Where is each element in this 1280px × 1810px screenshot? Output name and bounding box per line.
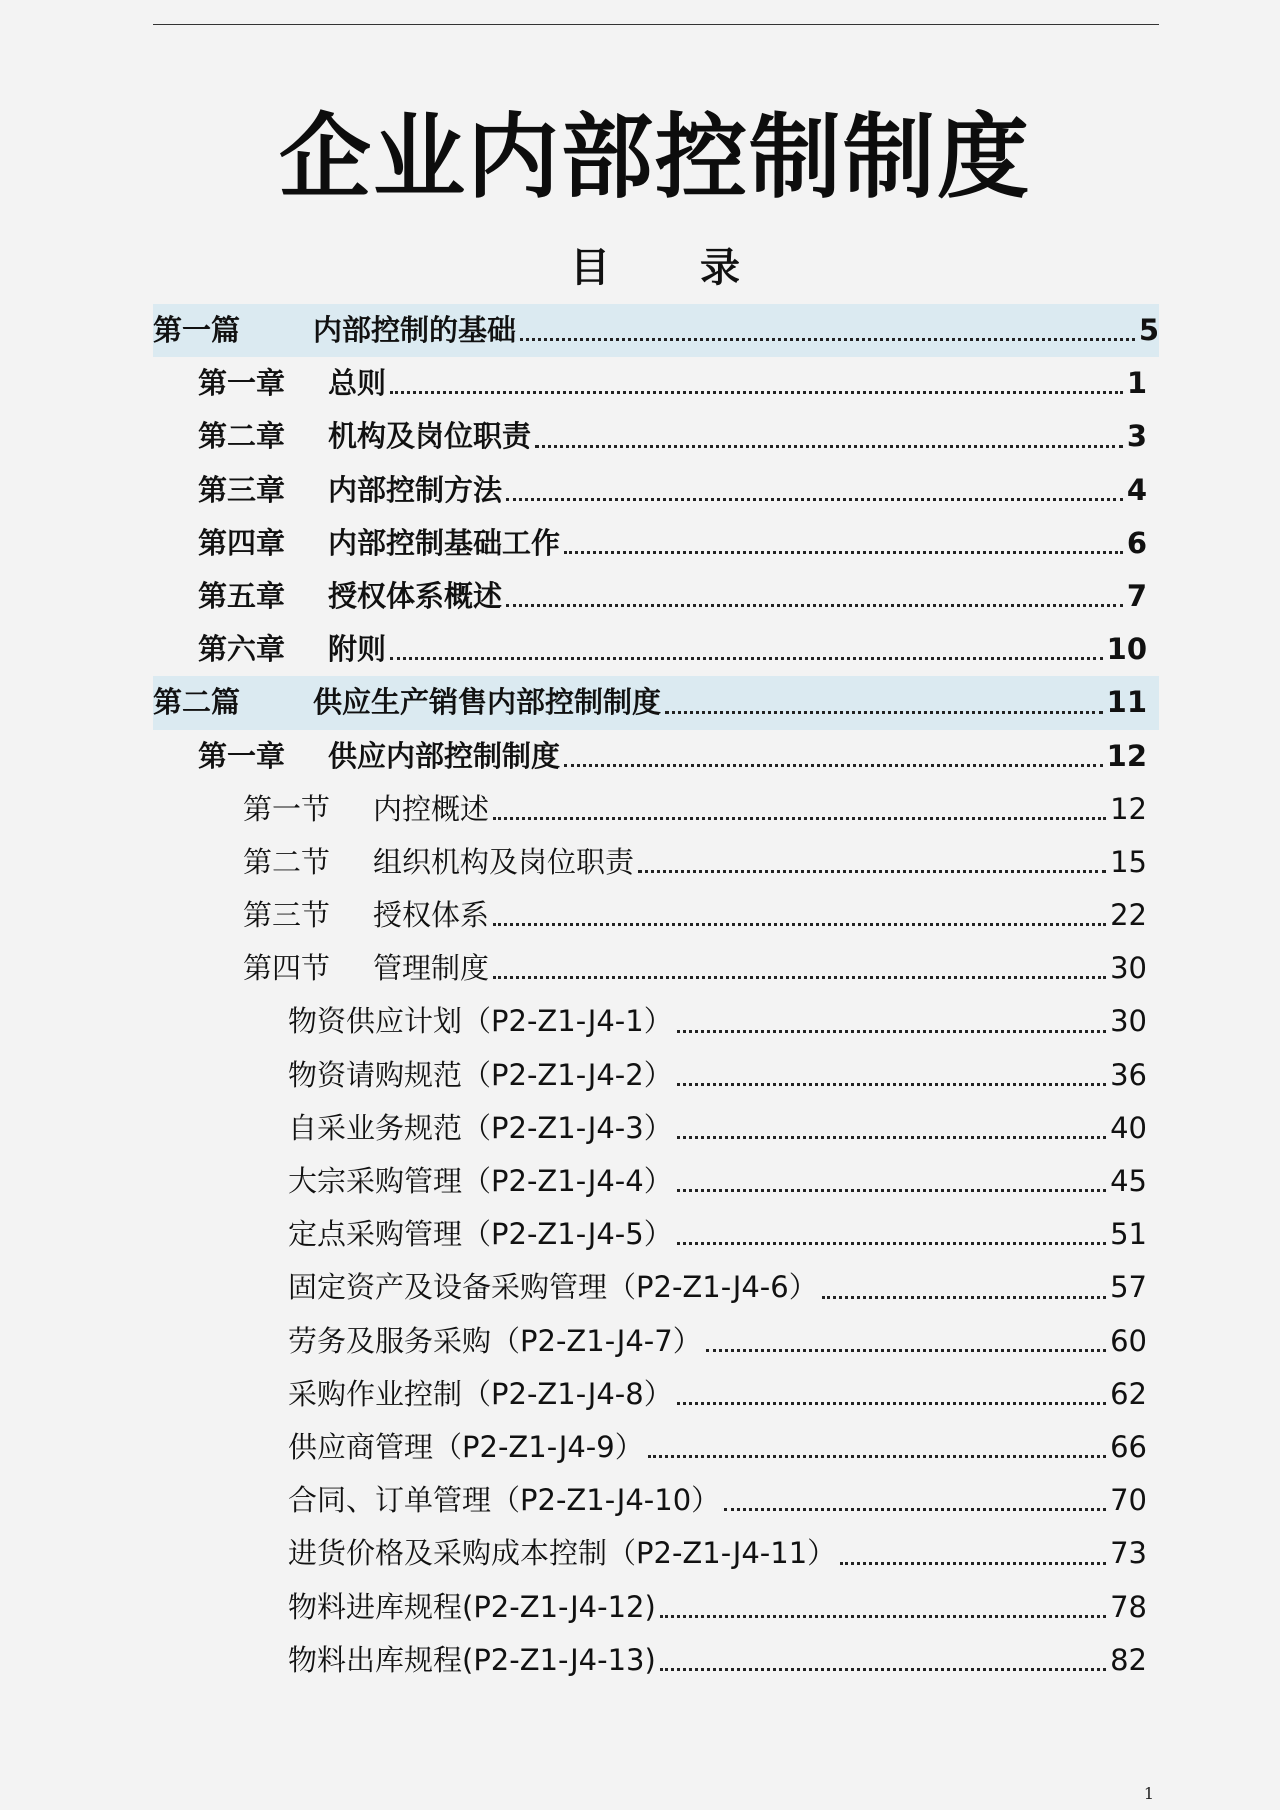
toc-entry-subitem[interactable] [153, 1049, 1159, 1102]
toc-entry-number: 第五章 [198, 578, 286, 613]
toc-entry-subitem[interactable] [153, 1581, 1159, 1634]
toc-entry-page: 1 [1126, 366, 1147, 401]
toc-entry-page: 3 [1126, 419, 1147, 454]
toc-entry-section[interactable] [153, 783, 1159, 836]
toc-entry-page: 57 [1110, 1270, 1147, 1305]
toc-entry-section[interactable] [153, 889, 1159, 942]
document-title: 企业内部控制制度 [278, 104, 1031, 211]
toc-entry-title: 组织机构及岗位职责 [373, 844, 635, 879]
toc-entry-subitem[interactable] [153, 1474, 1159, 1527]
toc-entry-part[interactable] [153, 304, 1159, 357]
toc-entry-subitem[interactable] [153, 1155, 1159, 1208]
toc-entry-title: 机构及岗位职责 [328, 419, 532, 454]
toc-entry-page: 12 [1106, 738, 1147, 773]
toc-leader-dots [840, 1562, 1106, 1565]
toc-entry-subitem[interactable] [153, 1634, 1159, 1687]
toc-entry-chapter[interactable] [153, 357, 1159, 410]
toc-leader-dots [390, 391, 1123, 394]
toc-entry-title: 内部控制的基础 [313, 313, 517, 347]
toc-leader-dots [520, 338, 1135, 341]
toc-entry-page: 15 [1110, 844, 1147, 879]
toc-leader-dots [638, 870, 1106, 873]
toc-leader-dots [390, 657, 1103, 660]
toc-entry-page: 10 [1106, 632, 1147, 667]
toc-leader-dots [677, 1083, 1106, 1086]
toc-entry-subitem[interactable] [153, 1527, 1159, 1580]
toc-entry-number: 第二章 [198, 419, 286, 454]
toc-entry-section[interactable] [153, 836, 1159, 889]
toc-entry-page: 30 [1110, 1004, 1147, 1039]
toc-entry-section[interactable] [153, 942, 1159, 995]
toc-entry-page: 4 [1126, 472, 1147, 507]
toc-entry-title: 内部控制方法 [328, 472, 503, 507]
toc-entry-title: 自采业务规范（P2-Z1-J4-3） [288, 1110, 673, 1145]
toc-entry-chapter[interactable] [153, 517, 1159, 570]
toc-entry-page: 82 [1110, 1642, 1147, 1677]
toc-entry-chapter[interactable] [153, 730, 1159, 783]
toc-entry-number: 第二节 [243, 844, 331, 879]
toc-entry-chapter[interactable] [153, 464, 1159, 517]
toc-leader-dots [660, 1615, 1106, 1618]
toc-leader-dots [822, 1296, 1106, 1299]
toc-entry-title: 附则 [328, 632, 387, 667]
toc-entry-subitem[interactable] [153, 1421, 1159, 1474]
toc-leader-dots [648, 1455, 1106, 1458]
toc-leader-dots [564, 764, 1103, 767]
toc-entry-number: 第三章 [198, 472, 286, 507]
toc-entry-page: 5 [1138, 313, 1159, 347]
toc-entry-title: 管理制度 [373, 951, 490, 986]
toc-leader-dots [493, 923, 1106, 926]
toc-entry-title: 物料进库规程(P2-Z1-J4-12) [288, 1589, 656, 1624]
toc-leader-dots [660, 1668, 1106, 1671]
toc-entry-title: 固定资产及设备采购管理（P2-Z1-J4-6） [288, 1270, 818, 1305]
toc-leader-dots [677, 1189, 1106, 1192]
toc-entry-title: 物资请购规范（P2-Z1-J4-2） [288, 1057, 673, 1092]
toc-entry-page: 45 [1110, 1164, 1147, 1198]
toc-entry-title: 供应内部控制制度 [328, 738, 561, 773]
toc-entry-title: 合同、订单管理（P2-Z1-J4-10） [288, 1483, 721, 1518]
toc-entry-title: 采购作业控制（P2-Z1-J4-8） [288, 1376, 673, 1411]
toc-entry-chapter[interactable] [153, 623, 1159, 676]
toc-leader-dots [724, 1508, 1106, 1511]
toc-heading-char-1: 目 [570, 245, 610, 291]
toc-entry-number: 第二篇 [153, 685, 241, 720]
toc-entry-subitem[interactable] [153, 995, 1159, 1048]
toc-entry-number: 第一章 [198, 366, 286, 401]
page-number: 1 [1143, 1784, 1154, 1803]
toc-entry-title: 物料出库规程(P2-Z1-J4-13) [288, 1642, 656, 1677]
toc-entry-number: 第一章 [198, 738, 286, 773]
toc-leader-dots [677, 1030, 1106, 1033]
toc-entry-number: 第一篇 [153, 313, 241, 347]
toc-heading [0, 245, 1280, 291]
toc-leader-dots [706, 1349, 1106, 1352]
toc-entry-title: 总则 [328, 366, 387, 401]
toc-heading-char-2: 录 [700, 245, 740, 291]
toc-entry-number: 第四章 [198, 525, 286, 560]
toc-entry-number: 第六章 [198, 632, 286, 667]
toc-entry-number: 第一节 [243, 791, 331, 826]
toc-entry-page: 60 [1110, 1323, 1147, 1358]
toc-entry-subitem[interactable] [153, 1208, 1159, 1261]
toc-entry-title: 供应商管理（P2-Z1-J4-9） [288, 1429, 644, 1464]
toc-entry-subitem[interactable] [153, 1315, 1159, 1368]
table-of-contents [153, 304, 1159, 1687]
toc-entry-title: 供应生产销售内部控制制度 [313, 685, 662, 720]
toc-entry-page: 11 [1106, 685, 1147, 720]
toc-leader-dots [665, 711, 1103, 714]
toc-entry-subitem[interactable] [153, 1102, 1159, 1155]
toc-entry-page: 62 [1110, 1376, 1147, 1411]
toc-entry-page: 51 [1110, 1217, 1147, 1252]
toc-entry-page: 70 [1110, 1483, 1147, 1518]
toc-leader-dots [677, 1242, 1106, 1245]
toc-entry-title: 定点采购管理（P2-Z1-J4-5） [288, 1217, 673, 1252]
toc-entry-page: 40 [1110, 1110, 1147, 1145]
toc-leader-dots [677, 1136, 1106, 1139]
toc-entry-page: 36 [1110, 1057, 1147, 1092]
toc-leader-dots [677, 1402, 1106, 1405]
toc-entry-title: 授权体系 [373, 898, 490, 933]
toc-entry-page: 6 [1126, 525, 1147, 560]
toc-entry-title: 大宗采购管理（P2-Z1-J4-4） [288, 1164, 673, 1198]
toc-entry-title: 进货价格及采购成本控制（P2-Z1-J4-11） [288, 1536, 837, 1571]
toc-entry-page: 30 [1110, 951, 1147, 986]
toc-entry-page: 66 [1110, 1429, 1147, 1464]
toc-entry-number: 第三节 [243, 898, 331, 933]
toc-entry-title: 内控概述 [373, 791, 490, 826]
toc-entry-page: 78 [1110, 1589, 1147, 1624]
toc-entry-title: 授权体系概述 [328, 578, 503, 613]
toc-entry-chapter[interactable] [153, 570, 1159, 623]
toc-entry-subitem[interactable] [153, 1368, 1159, 1421]
toc-leader-dots [493, 976, 1106, 979]
toc-entry-page: 12 [1110, 791, 1147, 826]
toc-leader-dots [493, 817, 1106, 820]
toc-leader-dots [506, 604, 1123, 607]
toc-leader-dots [535, 445, 1123, 448]
header-rule [153, 24, 1159, 25]
toc-entry-number: 第四节 [243, 951, 331, 986]
toc-entry-subitem[interactable] [153, 1261, 1159, 1314]
toc-entry-title: 物资供应计划（P2-Z1-J4-1） [288, 1004, 673, 1039]
toc-entry-page: 22 [1110, 898, 1147, 933]
toc-leader-dots [506, 498, 1123, 501]
toc-entry-chapter[interactable] [153, 410, 1159, 463]
toc-leader-dots [564, 551, 1123, 554]
toc-entry-title: 劳务及服务采购（P2-Z1-J4-7） [288, 1323, 702, 1358]
toc-entry-title: 内部控制基础工作 [328, 525, 561, 560]
toc-entry-page: 73 [1110, 1536, 1147, 1571]
toc-entry-page: 7 [1126, 578, 1147, 613]
toc-entry-part[interactable] [153, 676, 1159, 729]
